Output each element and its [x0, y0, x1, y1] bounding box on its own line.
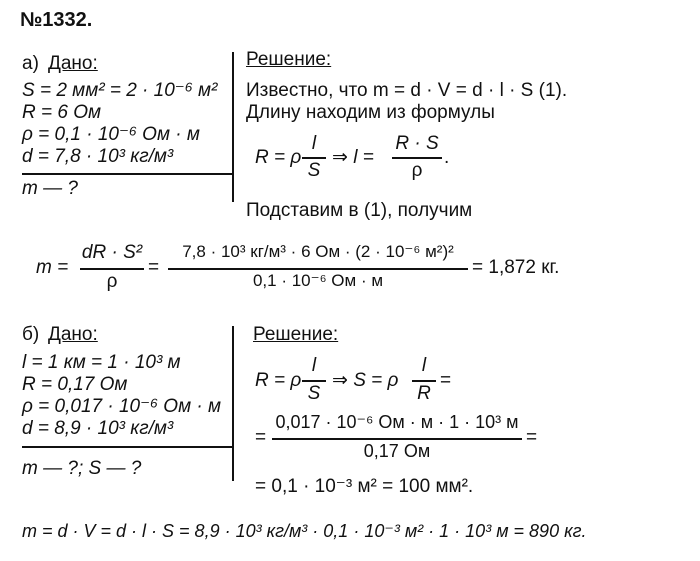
part-b-fraction-l-over-r	[412, 355, 436, 407]
part-a-final-result: = 1,872 кг.	[472, 257, 560, 278]
part-a-label: а)	[22, 53, 39, 74]
part-b-f2-end: =	[526, 427, 538, 448]
part-a-given-s: S = 2 мм² = 2 · 10⁻⁶ м²	[22, 80, 218, 101]
part-a-vertical-divider	[232, 52, 234, 202]
fraction-denominator: R	[417, 383, 431, 404]
part-b-find: m — ?; S — ?	[22, 458, 142, 479]
part-a-given-divider	[22, 173, 232, 175]
part-a-given-d: d = 7,8 · 10³ кг/м³	[22, 146, 174, 167]
part-b-given-title: Дано:	[48, 324, 98, 345]
fraction-numerator: l	[311, 355, 317, 376]
part-b-given-rho: ρ = 0,017 · 10⁻⁶ Ом · м	[22, 396, 222, 417]
part-a-formula-end: .	[444, 147, 450, 168]
part-b-solution-title: Решение:	[253, 324, 339, 345]
fraction-bar	[168, 268, 468, 270]
part-b-f2-prefix: =	[255, 427, 267, 448]
part-b-f1-prefix: R = ρ	[255, 370, 302, 391]
part-a-solution-line1: Известно, что m = d · V = d · l · S (1).	[246, 80, 568, 101]
part-a-given-rho: ρ = 0,1 · 10⁻⁶ Ом · м	[22, 124, 200, 145]
part-b-fraction-l-over-s	[302, 355, 326, 407]
part-b-fraction-computation	[272, 412, 522, 464]
part-a-solution-line2: Длину находим из формулы	[246, 102, 495, 123]
part-b-given-d: d = 8,9 · 10³ кг/м³	[22, 418, 174, 439]
part-b-f1-end: =	[440, 370, 452, 391]
fraction-numerator: l	[421, 355, 427, 376]
part-a-final-prefix: m =	[36, 257, 69, 278]
fraction-numerator: R · S	[395, 133, 439, 154]
fraction-numerator: 7,8 · 10³ кг/м³ · 6 Ом · (2 · 10⁻⁶ м²)²	[182, 242, 454, 261]
part-a-final-eq: =	[148, 257, 160, 278]
part-a-given-title: Дано:	[48, 53, 98, 74]
fraction-denominator: S	[307, 383, 321, 404]
part-b-given-l: l = 1 км = 1 · 10³ м	[22, 352, 181, 373]
part-a-formula-mid: ⇒ l =	[332, 147, 374, 168]
fraction-denominator: S	[307, 160, 321, 181]
fraction-bar	[80, 268, 144, 270]
part-b-given-r: R = 0,17 Ом	[22, 374, 128, 395]
part-b-label: б)	[22, 324, 40, 345]
fraction-bar	[272, 438, 522, 440]
part-b-f1-mid: ⇒ S = ρ	[332, 370, 399, 391]
problem-number: №1332.	[20, 9, 93, 31]
fraction-denominator: 0,17 Ом	[363, 441, 431, 461]
part-a-solution-line3: Подставим в (1), получим	[246, 200, 473, 221]
part-a-fraction-l-over-s	[302, 133, 326, 183]
fraction-numerator: l	[311, 133, 317, 154]
fraction-bar	[302, 380, 326, 382]
fraction-bar	[412, 380, 436, 382]
fraction-bar	[302, 157, 326, 159]
fraction-bar	[392, 157, 442, 159]
part-b-f3: = 0,1 · 10⁻³ м² = 100 мм².	[255, 476, 474, 497]
part-a-fraction-rs-over-rho	[392, 133, 442, 183]
fraction-numerator: 0,017 · 10⁻⁶ Ом · м · 1 · 10³ м	[275, 412, 519, 432]
part-a-solution-title: Решение:	[246, 49, 332, 70]
part-a-final-fraction-1	[80, 242, 144, 294]
fraction-denominator: ρ	[106, 271, 118, 292]
part-a-find: m — ?	[22, 178, 78, 199]
fraction-denominator: ρ	[411, 160, 423, 181]
part-b-given-divider	[22, 446, 232, 448]
part-b-bottom-formula: m = d · V = d · l · S = 8,9 · 10³ кг/м³ · 0,1 · 10⁻³ м² · 1 · 10³ м = 890 кг.	[22, 521, 587, 541]
fraction-numerator: dR · S²	[81, 242, 143, 263]
part-a-final-fraction-2	[168, 242, 468, 294]
fraction-denominator: 0,1 · 10⁻⁶ Ом · м	[252, 271, 384, 290]
part-b-vertical-divider	[232, 326, 234, 481]
part-a-formula-prefix: R = ρ	[255, 147, 302, 168]
part-a-given-r: R = 6 Ом	[22, 102, 102, 123]
